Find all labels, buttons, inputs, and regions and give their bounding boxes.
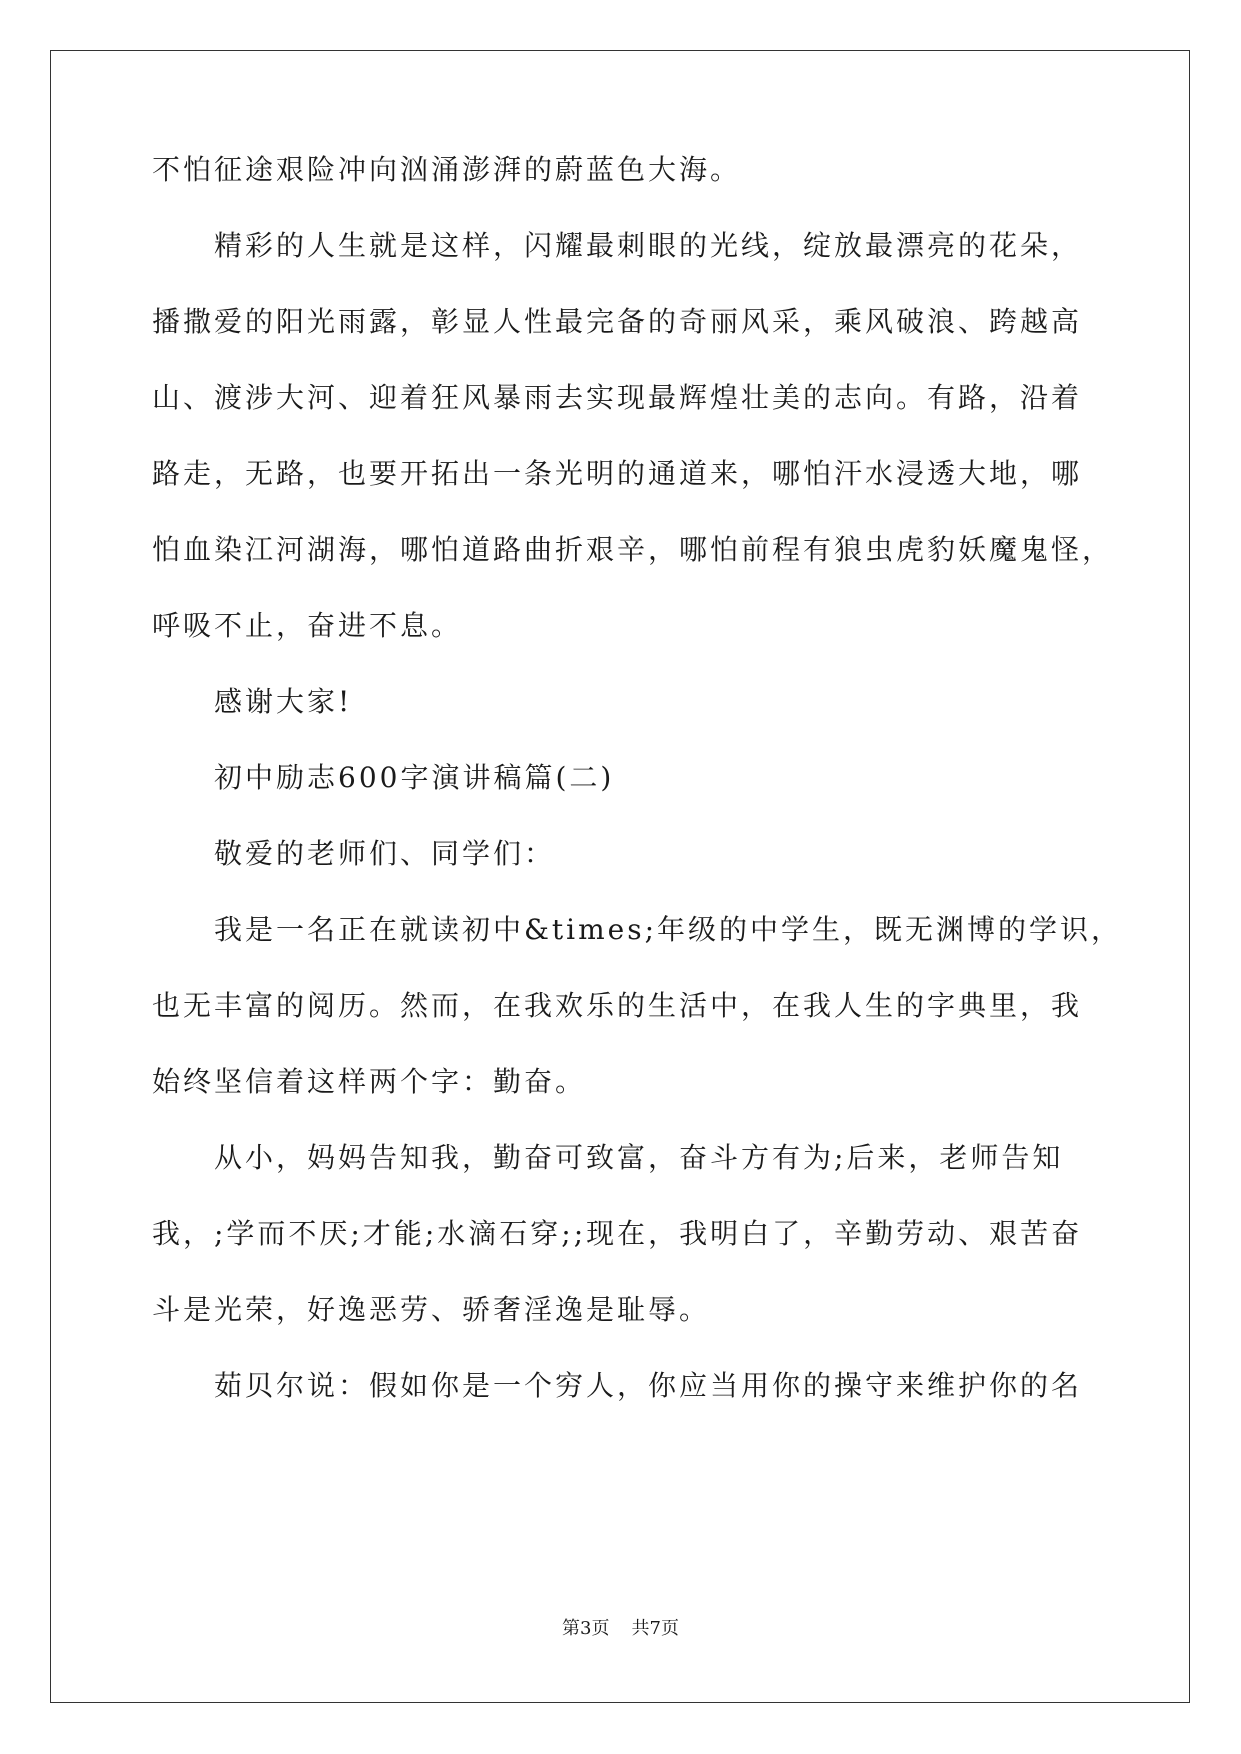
paragraph-line: 我，;学而不厌;才能;水滴石穿;;现在，我明白了，辛勤劳动、艰苦奋 (152, 1217, 1083, 1250)
paragraph-line: 路走，无路，也要开拓出一条光明的通道来，哪怕汗水浸透大地，哪 (152, 457, 1083, 490)
paragraph-line: 不怕征途艰险冲向汹涌澎湃的蔚蓝色大海。 (152, 153, 742, 186)
paragraph-line: 精彩的人生就是这样，闪耀最刺眼的光线，绽放最漂亮的花朵， (214, 229, 1083, 262)
paragraph-line: 从小，妈妈告知我，勤奋可致富，奋斗方有为;后来，老师告知 (214, 1141, 1064, 1174)
paragraph-line: 播撒爱的阳光雨露，彰显人性最完备的奇丽风采，乘风破浪、跨越高 (152, 305, 1083, 338)
paragraph-line: 呼吸不止，奋进不息。 (152, 609, 463, 642)
page-number: 第3页 (562, 1618, 610, 1639)
paragraph-line: 山、渡涉大河、迎着狂风暴雨去实现最辉煌壮美的志向。有路，沿着 (152, 381, 1083, 414)
paragraph-line: 茹贝尔说：假如你是一个穷人，你应当用你的操守来维护你的名 (214, 1369, 1083, 1402)
paragraph-line: 我是一名正在就读初中&times;年级的中学生，既无渊博的学识， (214, 913, 1123, 946)
paragraph-line: 也无丰富的阅历。然而，在我欢乐的生活中，在我人生的字典里，我 (152, 989, 1083, 1022)
paragraph-line: 始终坚信着这样两个字：勤奋。 (152, 1065, 587, 1098)
salutation: 敬爱的老师们、同学们： (214, 837, 556, 870)
page-frame (50, 50, 1190, 1703)
section-heading: 初中励志600字演讲稿篇(二) (214, 761, 615, 794)
paragraph-line: 怕血染江河湖海，哪怕道路曲折艰辛，哪怕前程有狼虫虎豹妖魔鬼怪， (152, 533, 1114, 566)
closing-line: 感谢大家! (214, 685, 353, 718)
paragraph-line: 斗是光荣，好逸恶劳、骄奢淫逸是耻辱。 (152, 1293, 711, 1326)
page-total: 共7页 (631, 1618, 679, 1639)
page-footer (0, 1617, 1241, 1641)
